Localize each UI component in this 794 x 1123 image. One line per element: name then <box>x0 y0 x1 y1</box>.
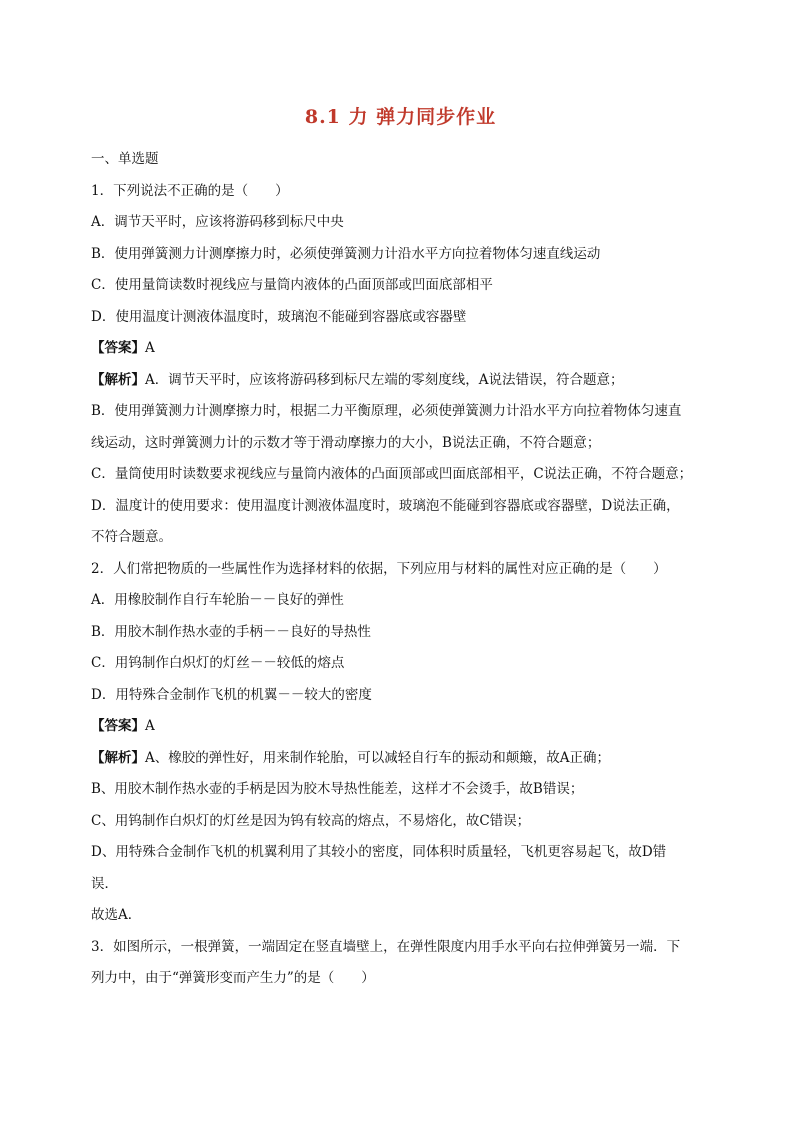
q2-answer-label: 【答案】 <box>91 718 145 734</box>
q1-option-b: B．使用弹簧测力计测摩擦力时，必须使弹簧测力计沿水平方向拉着物体匀速直线运动 <box>91 245 601 262</box>
q2-option-a: A．用橡胶制作自行车轮胎－－良好的弹性 <box>91 592 344 608</box>
q1-answer-value: A <box>145 340 155 356</box>
q2-stem: 2．人们常把物质的一些属性作为选择材料的依据，下列应用与材料的属性对应正确的是（ ） <box>91 560 667 577</box>
q2-analysis-line: B、用胶木制作热水壶的手柄是因为胶木导热性能差，这样才不会烫手，故B错误； <box>91 781 584 797</box>
q1-option-c: C．使用量筒读数时视线应与量筒内液体的凸面顶部或凹面底部相平 <box>91 277 493 293</box>
q1-analysis-line: B．使用弹簧测力计测摩擦力时，根据二力平衡原理，必须使弹簧测力计沿水平方向拉着物体匀速直 <box>91 403 682 419</box>
section-heading: 一、单选题 <box>91 151 159 167</box>
q2-option-d: D．用特殊合金制作飞机的机翼－－较大的密度 <box>91 686 372 703</box>
q1-analysis-line: D．温度计的使用要求：使用温度计测液体温度时，玻璃泡不能碰到容器底或容器壁，D说法正确， <box>91 497 680 514</box>
q1-analysis-text: A．调节天平时，应该将游码移到标尺左端的零刻度线，A说法错误，符合题意； <box>145 371 624 388</box>
q1-stem: 1．下列说法不正确的是（ ） <box>91 182 289 199</box>
page-title: 8.1 力 弹力同步作业 <box>304 106 497 128</box>
q1-analysis-line: C．量筒使用时读数要求视线应与量筒内液体的凸面顶部或凹面底部相平，C说法正确，不符合题意； <box>91 466 693 482</box>
q2-answer-value: A <box>145 718 155 734</box>
q3-stem-line: 3．如图所示，一根弹簧，一端固定在竖直墙壁上，在弹性限度内用手水平向右拉伸弹簧另一端．下 <box>91 938 681 955</box>
q2-answer <box>91 716 710 736</box>
q2-analysis-label: 【解析】 <box>91 749 145 766</box>
q2-analysis-line <box>91 748 710 768</box>
q2-analysis-text: A、橡胶的弹性好，用来制作轮胎，可以减轻自行车的振动和颠簸，故A正确； <box>145 749 610 766</box>
q1-analysis-line: 不符合题意。 <box>91 529 172 545</box>
q1-option-d: D．使用温度计测液体温度时，玻璃泡不能碰到容器底或容器壁 <box>91 308 467 325</box>
q2-option-b: B．用胶木制作热水壶的手柄－－良好的导热性 <box>91 623 371 640</box>
q2-option-c: C．用钨制作白炽灯的灯丝－－较低的熔点 <box>91 655 345 671</box>
q1-answer-label: 【答案】 <box>91 340 145 356</box>
q1-option-a: A．调节天平时，应该将游码移到标尺中央 <box>91 214 344 230</box>
q2-analysis-line: D、用特殊合金制作飞机的机翼利用了其较小的密度，同体积时质量轻，飞机更容易起飞，故D错 <box>91 844 667 860</box>
q1-answer <box>91 338 710 358</box>
q1-analysis-line <box>91 370 710 390</box>
q2-analysis-line: C、用钨制作白炽灯的灯丝是因为钨有较高的熔点，不易熔化，故C错误； <box>91 812 531 829</box>
q1-analysis-label: 【解析】 <box>91 371 145 388</box>
q3-stem-line: 列力中，由于“弹簧形变而产生力”的是（ ） <box>91 970 375 986</box>
q2-analysis-line: 误． <box>91 875 118 892</box>
q2-conclusion: 故选A． <box>91 907 142 923</box>
q1-analysis-line: 线运动，这时弹簧测力计的示数才等于滑动摩擦力的大小，B说法正确，不符合题意； <box>91 434 601 451</box>
